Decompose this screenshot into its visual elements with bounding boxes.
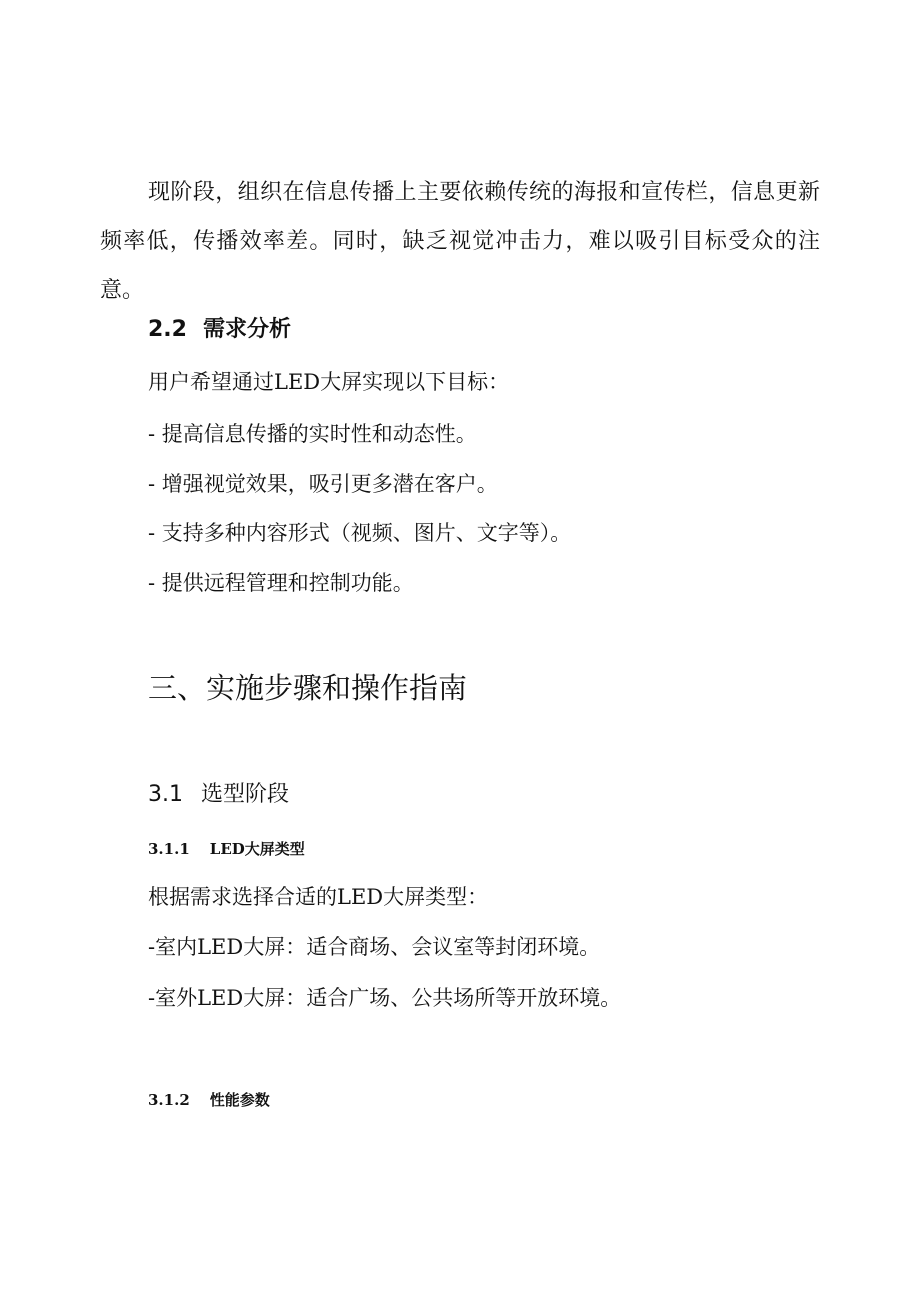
chapter-3-heading: 三、实施步骤和操作指南 [148, 671, 468, 705]
section-2-2-lead: 用户希望通过LED大屏实现以下目标： [148, 370, 510, 394]
section-3-1-2-number: 3.1.2 [148, 1091, 190, 1109]
section-2-2-title: 需求分析 [202, 317, 291, 342]
list-item: - 支持多种内容形式（视频、图片、文字等）。 [148, 521, 572, 545]
section-2-2-heading [148, 312, 291, 348]
list-item: - 提高信息传播的实时性和动态性。 [148, 422, 477, 446]
list-item: - 提供远程管理和控制功能。 [148, 571, 414, 595]
section-3-1-1-title: LED大屏类型 [209, 840, 305, 858]
section-3-1-title: 选型阶段 [201, 782, 290, 807]
section-3-1-2-title: 性能参数 [209, 1091, 270, 1109]
section-3-1-2-heading [148, 1088, 270, 1112]
list-item: -室外LED大屏：适合广场、公共场所等开放环境。 [148, 986, 622, 1010]
section-3-1-1-number: 3.1.1 [148, 840, 190, 858]
list-item: -室内LED大屏：适合商场、会议室等封闭环境。 [148, 935, 601, 959]
section-3-1-heading [148, 778, 289, 812]
section-3-1-number: 3.1 [148, 782, 183, 807]
list-item: - 增强视觉效果，吸引更多潜在客户。 [148, 472, 498, 496]
section-3-1-1-heading [148, 837, 305, 861]
intro-paragraph: 现阶段，组织在信息传播上主要依赖传统的海报和宣传栏，信息更新频率低，传播效率差。同时，缺乏视觉冲击力，难以吸引目标受众的注意。 [100, 180, 820, 303]
section-3-1-1-lead: 根据需求选择合适的LED大屏类型： [148, 885, 489, 909]
section-2-2-number: 2.2 [148, 317, 187, 342]
